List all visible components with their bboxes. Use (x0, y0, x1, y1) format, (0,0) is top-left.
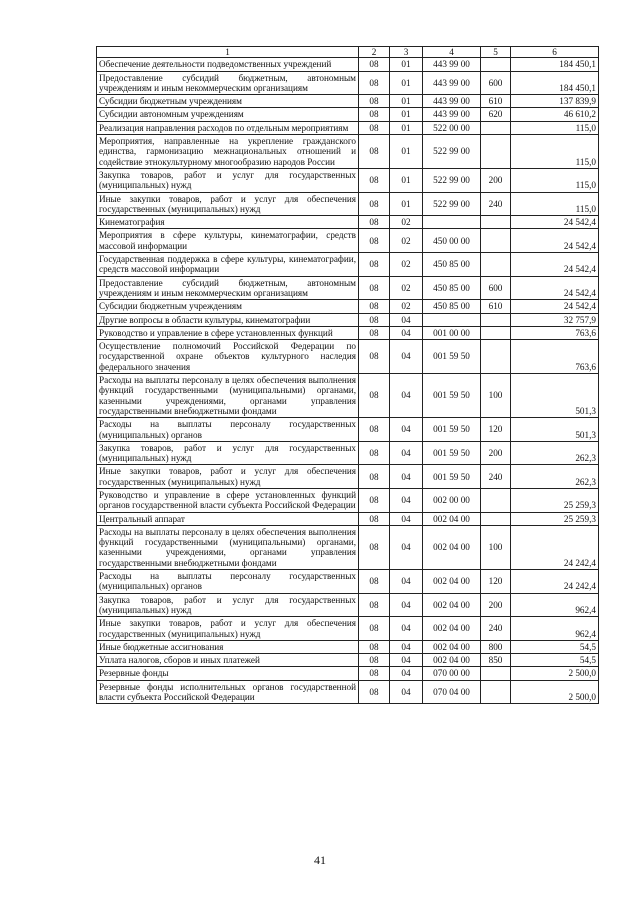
row-expense-type: 120 (481, 570, 511, 594)
row-section: 08 (359, 313, 390, 326)
row-amount: 24 242,4 (511, 525, 599, 569)
row-section: 08 (359, 253, 390, 277)
row-name: Уплата налогов, сборов и иных платежей (97, 654, 359, 667)
row-subsection: 04 (390, 680, 423, 704)
table-row (97, 654, 599, 667)
row-expense-type (481, 135, 511, 169)
row-amount: 24 542,4 (511, 276, 599, 300)
row-name: Мероприятия, направленные на укрепление гражданского единства, гармонизацию межнациональных отношений и содействие этнокультурному многообразию народов России (97, 135, 359, 169)
row-target-article: 522 99 00 (423, 192, 481, 216)
row-name: Осуществление полномочий Российской Федерации по государственной охране объектов культурного наследия федерального значения (97, 340, 359, 374)
row-section: 08 (359, 667, 390, 680)
row-amount: 115,0 (511, 192, 599, 216)
row-target-article: 002 04 00 (423, 512, 481, 525)
row-expense-type: 100 (481, 374, 511, 418)
row-target-article: 001 59 50 (423, 418, 481, 442)
header-col-6: 6 (511, 47, 599, 58)
table-row (97, 276, 599, 300)
row-section: 08 (359, 108, 390, 121)
row-section: 08 (359, 593, 390, 617)
row-amount: 25 259,3 (511, 488, 599, 512)
row-expense-type (481, 680, 511, 704)
row-subsection: 04 (390, 374, 423, 418)
row-target-article: 443 99 00 (423, 71, 481, 95)
row-name: Центральный аппарат (97, 512, 359, 525)
row-name: Кинематография (97, 216, 359, 229)
row-amount: 763,6 (511, 326, 599, 339)
row-section: 08 (359, 512, 390, 525)
table-row (97, 216, 599, 229)
row-amount: 115,0 (511, 168, 599, 192)
table-row (97, 229, 599, 253)
row-name: Расходы на выплаты персоналу в целях обеспечения выполнения функций государственными (муниципальными) органами, казенными учреждениями, органами управления государственными внебюджетными фондами (97, 525, 359, 569)
row-name: Резервные фонды (97, 667, 359, 680)
row-amount: 54,5 (511, 654, 599, 667)
row-amount: 54,5 (511, 640, 599, 653)
row-target-article: 070 00 00 (423, 667, 481, 680)
table-row (97, 570, 599, 594)
row-expense-type: 100 (481, 525, 511, 569)
row-target-article: 070 04 00 (423, 680, 481, 704)
row-amount: 115,0 (511, 121, 599, 134)
row-name: Закупка товаров, работ и услуг для государственных (муниципальных) нужд (97, 168, 359, 192)
table-row (97, 465, 599, 489)
row-subsection: 04 (390, 617, 423, 641)
row-expense-type (481, 313, 511, 326)
row-section: 08 (359, 525, 390, 569)
table-row (97, 441, 599, 465)
row-name: Предоставление субсидий бюджетным, автономным учреждениям и иным некоммерческим организациям (97, 71, 359, 95)
row-expense-type (481, 253, 511, 277)
row-subsection: 02 (390, 300, 423, 313)
row-amount: 137 839,9 (511, 95, 599, 108)
table-row (97, 95, 599, 108)
header-col-1: 1 (97, 47, 359, 58)
header-col-2: 2 (359, 47, 390, 58)
row-name: Расходы на выплаты персоналу государственных (муниципальных) органов (97, 570, 359, 594)
table-row (97, 326, 599, 339)
row-expense-type: 610 (481, 300, 511, 313)
row-name: Реализация направления расходов по отдельным мероприятиям (97, 121, 359, 134)
row-target-article: 522 99 00 (423, 168, 481, 192)
table-row (97, 512, 599, 525)
row-target-article: 002 04 00 (423, 654, 481, 667)
row-section: 08 (359, 617, 390, 641)
row-name: Иные закупки товаров, работ и услуг для обеспечения государственных (муниципальных) нужд (97, 617, 359, 641)
row-amount: 46 610,2 (511, 108, 599, 121)
row-section: 08 (359, 680, 390, 704)
table-row (97, 488, 599, 512)
table-row (97, 300, 599, 313)
row-amount: 262,3 (511, 465, 599, 489)
row-name: Иные закупки товаров, работ и услуг для обеспечения государственных (муниципальных) нужд (97, 465, 359, 489)
table-row (97, 168, 599, 192)
row-target-article: 001 59 50 (423, 374, 481, 418)
table-row (97, 617, 599, 641)
row-target-article: 002 04 00 (423, 640, 481, 653)
row-name: Руководство и управление в сфере установленных функций органов государственной власти субъекта Российской Федерации (97, 488, 359, 512)
row-section: 08 (359, 654, 390, 667)
row-name: Расходы на выплаты персоналу государственных (муниципальных) органов (97, 418, 359, 442)
table-row (97, 593, 599, 617)
table-row (97, 253, 599, 277)
row-section: 08 (359, 374, 390, 418)
row-expense-type (481, 229, 511, 253)
row-amount: 184 450,1 (511, 58, 599, 71)
table-row (97, 135, 599, 169)
row-target-article: 002 04 00 (423, 570, 481, 594)
row-target-article: 450 00 00 (423, 229, 481, 253)
row-name: Иные закупки товаров, работ и услуг для обеспечения государственных (муниципальных) нужд (97, 192, 359, 216)
row-target-article: 450 85 00 (423, 300, 481, 313)
table-row (97, 313, 599, 326)
row-amount: 2 500,0 (511, 667, 599, 680)
row-name: Иные бюджетные ассигнования (97, 640, 359, 653)
row-name: Субсидии бюджетным учреждениям (97, 95, 359, 108)
row-amount: 763,6 (511, 340, 599, 374)
row-expense-type: 200 (481, 168, 511, 192)
row-name: Субсидии автономным учреждениям (97, 108, 359, 121)
row-target-article: 443 99 00 (423, 95, 481, 108)
row-amount: 501,3 (511, 418, 599, 442)
row-expense-type: 610 (481, 95, 511, 108)
row-subsection: 04 (390, 593, 423, 617)
row-subsection: 04 (390, 667, 423, 680)
row-expense-type: 600 (481, 276, 511, 300)
row-name: Расходы на выплаты персоналу в целях обеспечения выполнения функций государственными (муниципальными) органами, казенными учреждениями, органами управления государственными внебюджетными фондами (97, 374, 359, 418)
row-subsection: 02 (390, 216, 423, 229)
row-section: 08 (359, 300, 390, 313)
row-section: 08 (359, 216, 390, 229)
row-section: 08 (359, 229, 390, 253)
row-amount: 962,4 (511, 593, 599, 617)
row-expense-type (481, 667, 511, 680)
header-col-4: 4 (423, 47, 481, 58)
row-subsection: 01 (390, 121, 423, 134)
table-row (97, 374, 599, 418)
row-name: Мероприятия в сфере культуры, кинематографии, средств массовой информации (97, 229, 359, 253)
row-section: 08 (359, 441, 390, 465)
row-section: 08 (359, 276, 390, 300)
row-name: Закупка товаров, работ и услуг для государственных (муниципальных) нужд (97, 593, 359, 617)
row-expense-type: 600 (481, 71, 511, 95)
table-row (97, 71, 599, 95)
row-subsection: 01 (390, 108, 423, 121)
row-target-article: 522 00 00 (423, 121, 481, 134)
row-target-article: 001 59 50 (423, 441, 481, 465)
row-amount: 24 542,4 (511, 300, 599, 313)
row-expense-type: 120 (481, 418, 511, 442)
row-expense-type (481, 121, 511, 134)
row-subsection: 04 (390, 654, 423, 667)
row-amount: 962,4 (511, 617, 599, 641)
header-col-5: 5 (481, 47, 511, 58)
row-amount: 262,3 (511, 441, 599, 465)
row-subsection: 01 (390, 192, 423, 216)
page-number: 41 (314, 853, 326, 867)
table-row (97, 525, 599, 569)
row-expense-type: 240 (481, 192, 511, 216)
row-target-article (423, 216, 481, 229)
row-amount: 24 542,4 (511, 253, 599, 277)
row-subsection: 04 (390, 525, 423, 569)
row-amount: 184 450,1 (511, 71, 599, 95)
row-name: Руководство и управление в сфере установленных функций (97, 326, 359, 339)
row-expense-type: 240 (481, 617, 511, 641)
row-target-article: 450 85 00 (423, 253, 481, 277)
table-row (97, 58, 599, 71)
row-target-article: 001 59 50 (423, 465, 481, 489)
row-subsection: 01 (390, 135, 423, 169)
row-target-article: 443 99 00 (423, 108, 481, 121)
row-name: Государственная поддержка в сфере культуры, кинематографии, средств массовой информации (97, 253, 359, 277)
row-amount: 24 542,4 (511, 216, 599, 229)
row-expense-type (481, 326, 511, 339)
row-expense-type (481, 512, 511, 525)
row-section: 08 (359, 326, 390, 339)
row-subsection: 04 (390, 488, 423, 512)
row-target-article: 002 04 00 (423, 525, 481, 569)
row-section: 08 (359, 418, 390, 442)
row-expense-type (481, 216, 511, 229)
table-header-row (97, 47, 599, 58)
row-amount: 24 542,4 (511, 229, 599, 253)
row-amount: 115,0 (511, 135, 599, 169)
row-subsection: 01 (390, 168, 423, 192)
row-target-article: 002 04 00 (423, 617, 481, 641)
table-row (97, 667, 599, 680)
row-name: Другие вопросы в области культуры, кинематографии (97, 313, 359, 326)
row-expense-type: 850 (481, 654, 511, 667)
row-target-article: 443 99 00 (423, 58, 481, 71)
row-expense-type: 200 (481, 593, 511, 617)
row-section: 08 (359, 340, 390, 374)
row-name: Обеспечение деятельности подведомственных учреждений (97, 58, 359, 71)
row-section: 08 (359, 168, 390, 192)
row-expense-type (481, 340, 511, 374)
row-expense-type (481, 58, 511, 71)
header-col-3: 3 (390, 47, 423, 58)
row-section: 08 (359, 95, 390, 108)
row-section: 08 (359, 488, 390, 512)
row-section: 08 (359, 570, 390, 594)
table-row (97, 418, 599, 442)
table-row (97, 108, 599, 121)
row-target-article: 001 59 50 (423, 340, 481, 374)
row-target-article: 002 04 00 (423, 593, 481, 617)
row-target-article: 001 00 00 (423, 326, 481, 339)
row-section: 08 (359, 121, 390, 134)
row-subsection: 04 (390, 465, 423, 489)
row-subsection: 04 (390, 313, 423, 326)
row-amount: 24 242,4 (511, 570, 599, 594)
row-section: 08 (359, 58, 390, 71)
budget-table (96, 46, 599, 704)
row-section: 08 (359, 135, 390, 169)
row-subsection: 04 (390, 441, 423, 465)
table-row (97, 680, 599, 704)
table-row (97, 192, 599, 216)
row-target-article (423, 313, 481, 326)
row-name: Резервные фонды исполнительных органов государственной власти субъекта Российской Федерации (97, 680, 359, 704)
row-expense-type: 240 (481, 465, 511, 489)
row-subsection: 04 (390, 340, 423, 374)
row-section: 08 (359, 465, 390, 489)
row-subsection: 04 (390, 512, 423, 525)
row-expense-type: 620 (481, 108, 511, 121)
row-name: Закупка товаров, работ и услуг для государственных (муниципальных) нужд (97, 441, 359, 465)
row-subsection: 01 (390, 71, 423, 95)
table-row (97, 640, 599, 653)
row-subsection: 01 (390, 58, 423, 71)
row-subsection: 04 (390, 640, 423, 653)
table-row (97, 340, 599, 374)
row-target-article: 522 99 00 (423, 135, 481, 169)
row-section: 08 (359, 71, 390, 95)
row-name: Субсидии бюджетным учреждениям (97, 300, 359, 313)
row-subsection: 01 (390, 95, 423, 108)
row-expense-type: 800 (481, 640, 511, 653)
table-row (97, 121, 599, 134)
row-subsection: 04 (390, 326, 423, 339)
row-target-article: 002 00 00 (423, 488, 481, 512)
row-subsection: 02 (390, 276, 423, 300)
row-amount: 32 757,9 (511, 313, 599, 326)
row-target-article: 450 85 00 (423, 276, 481, 300)
row-section: 08 (359, 640, 390, 653)
row-expense-type (481, 488, 511, 512)
row-subsection: 04 (390, 418, 423, 442)
row-subsection: 02 (390, 253, 423, 277)
row-amount: 25 259,3 (511, 512, 599, 525)
row-subsection: 04 (390, 570, 423, 594)
row-amount: 2 500,0 (511, 680, 599, 704)
row-amount: 501,3 (511, 374, 599, 418)
row-expense-type: 200 (481, 441, 511, 465)
row-section: 08 (359, 192, 390, 216)
row-subsection: 02 (390, 229, 423, 253)
row-name: Предоставление субсидий бюджетным, автономным учреждениям и иным некоммерческим организациям (97, 276, 359, 300)
